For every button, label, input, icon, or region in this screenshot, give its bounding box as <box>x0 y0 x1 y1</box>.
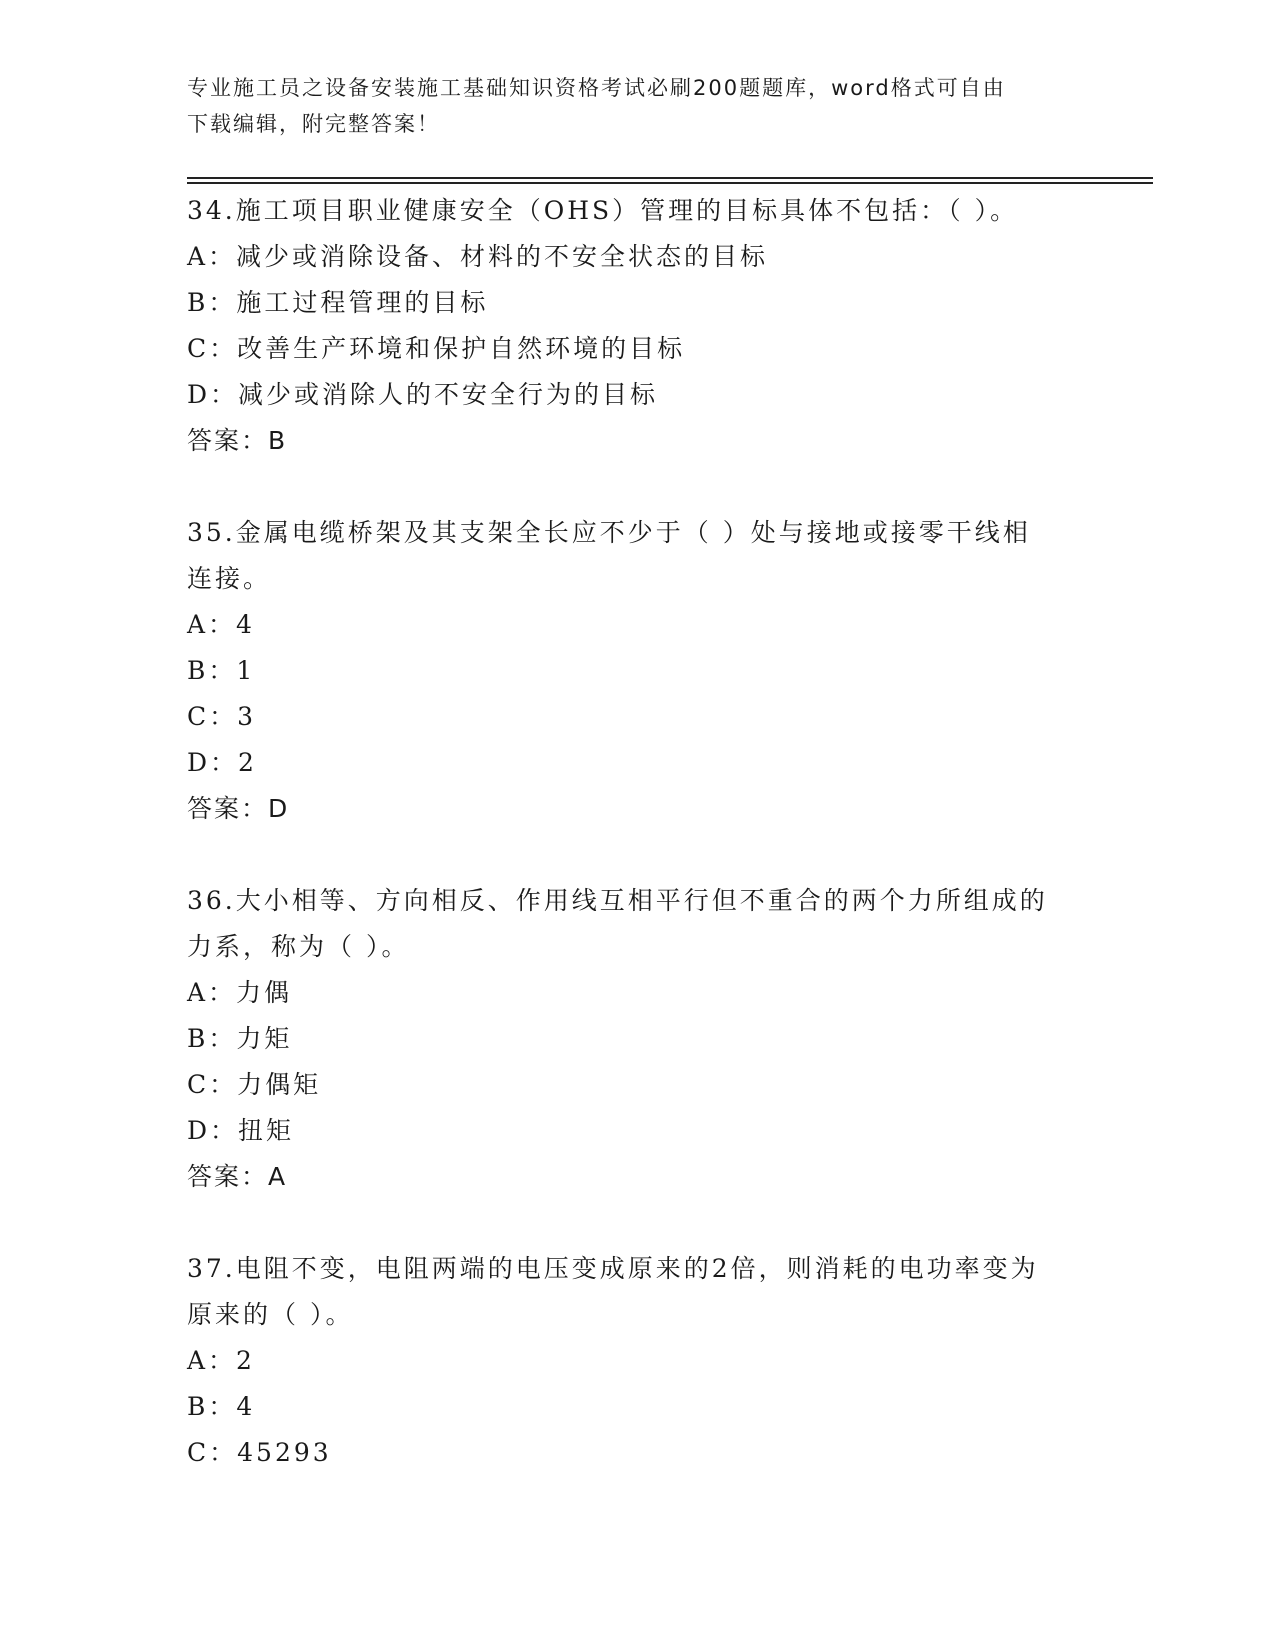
option-c: C：45293 <box>187 1438 332 1467</box>
option-a: A：2 <box>187 1346 255 1375</box>
header-line-1: 专业施工员之设备安装施工基础知识资格考试必刷200题题库，word格式可自由 <box>187 76 1006 100</box>
question-34 <box>187 188 1087 464</box>
header-divider-top <box>187 177 1153 179</box>
question-text-line: 连接。 <box>187 564 272 593</box>
question-35 <box>187 510 1087 832</box>
option-b: B：力矩 <box>187 1024 293 1053</box>
option-c: C：3 <box>187 702 257 731</box>
option-a: A：减少或消除设备、材料的不安全状态的目标 <box>187 242 769 271</box>
option-d: D：2 <box>187 748 257 777</box>
option-b: B：1 <box>187 656 256 685</box>
option-b: B：施工过程管理的目标 <box>187 288 489 317</box>
question-text-line: 37.电阻不变，电阻两端的电压变成原来的2倍，则消耗的电功率变为 <box>187 1254 1039 1283</box>
option-a: A：力偶 <box>187 978 293 1007</box>
question-text-line: 34.施工项目职业健康安全（OHS）管理的目标具体不包括：（ ）。 <box>187 196 1019 225</box>
option-c: C：力偶矩 <box>187 1070 322 1099</box>
answer-label: 答案：A <box>187 1162 288 1191</box>
header-line-2: 下载编辑，附完整答案！ <box>187 112 440 136</box>
option-c: C：改善生产环境和保护自然环境的目标 <box>187 334 686 363</box>
question-text-line: 原来的（ ）。 <box>187 1300 354 1329</box>
question-list <box>187 188 1087 1522</box>
answer-label: 答案：D <box>187 794 290 823</box>
answer-label: 答案：B <box>187 426 288 455</box>
header-divider-bottom <box>187 182 1153 184</box>
question-text-line: 力系，称为（ ）。 <box>187 932 410 961</box>
question-text-line: 36.大小相等、方向相反、作用线互相平行但不重合的两个力所组成的 <box>187 886 1048 915</box>
option-a: A：4 <box>187 610 255 639</box>
document-header <box>187 70 1077 142</box>
option-d: D：减少或消除人的不安全行为的目标 <box>187 380 659 409</box>
question-37 <box>187 1246 1087 1476</box>
option-d: D：扭矩 <box>187 1116 295 1145</box>
option-b: B：4 <box>187 1392 256 1421</box>
question-36 <box>187 878 1087 1200</box>
question-text-line: 35.金属电缆桥架及其支架全长应不少于（ ）处与接地或接零干线相 <box>187 518 1031 547</box>
